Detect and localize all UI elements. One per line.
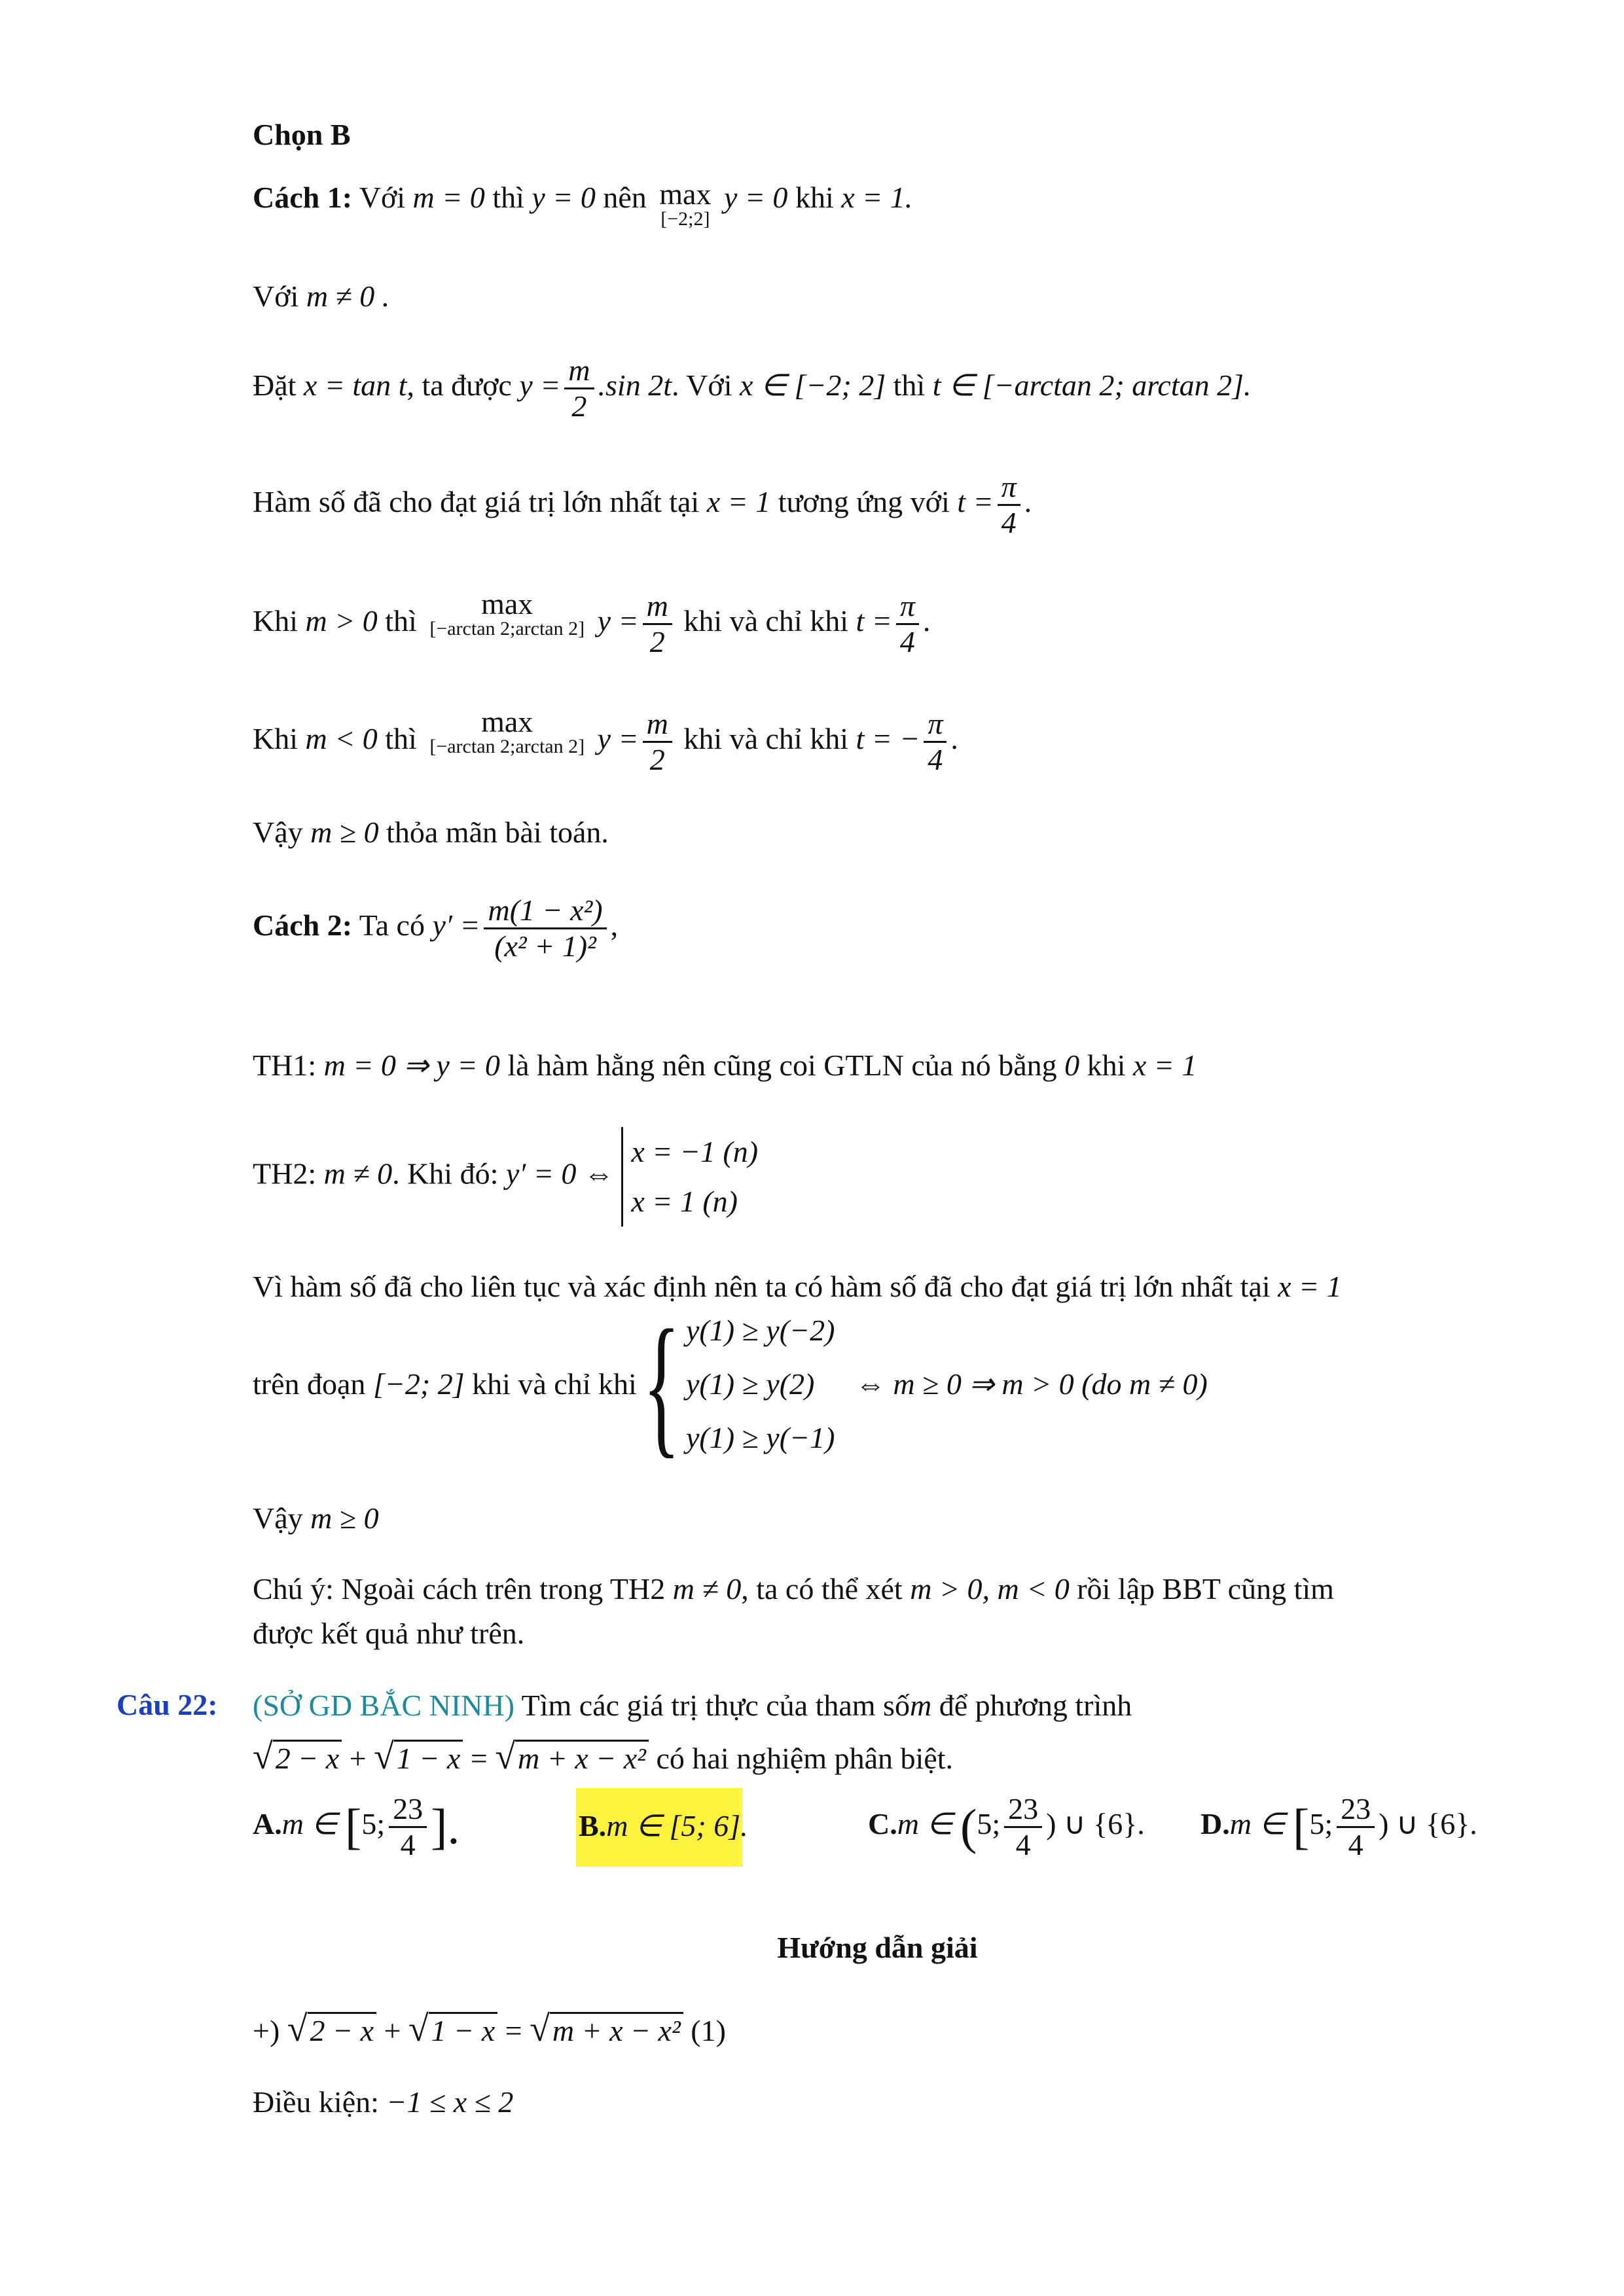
max-text: max — [481, 705, 533, 738]
question-label: Câu 22: — [117, 1688, 218, 1721]
radicand: 2 − x — [273, 1740, 342, 1775]
option-d[interactable] — [1200, 1792, 1477, 1862]
text: nên — [603, 181, 647, 214]
numerator: 23 — [389, 1792, 427, 1828]
sqrt: √2 − x — [287, 2011, 376, 2049]
text: , ta có thể xét — [741, 1572, 903, 1605]
math: y = — [597, 722, 639, 756]
math: y = — [519, 368, 561, 403]
max-text: max — [481, 587, 533, 620]
text: , ta được — [406, 368, 512, 403]
denominator: 4 — [400, 1828, 416, 1861]
numerator: m(1 − x²) — [484, 893, 606, 929]
text: Vậy — [253, 816, 303, 849]
math: ) ∪ {6}. — [1046, 1807, 1145, 1841]
denominator: 4 — [1348, 1828, 1363, 1861]
text: Vậy — [253, 1501, 303, 1535]
text: Khi — [253, 722, 298, 756]
math: 0 — [1064, 1049, 1080, 1082]
math: y′ = 0 ⇔ — [505, 1157, 614, 1191]
case-2-line — [253, 1127, 758, 1227]
text: thì — [492, 181, 524, 214]
text: thì — [385, 722, 417, 756]
math: m ∈ — [897, 1807, 953, 1841]
system-brace: { — [642, 1297, 681, 1471]
max-subscript: [−arctan 2;arctan 2] — [429, 736, 585, 757]
sqrt: √1 − x — [408, 2011, 497, 2049]
line-vay-1 — [253, 814, 609, 851]
text: Chú ý: Ngoài cách trên trong TH2 — [253, 1572, 666, 1605]
fraction — [896, 589, 919, 659]
math: m ≠ 0 — [323, 1157, 393, 1191]
fraction — [924, 707, 947, 777]
sqrt: √2 − x — [253, 1738, 342, 1777]
numerator: m — [643, 707, 672, 743]
text: thì — [385, 604, 417, 638]
numerator: 23 — [1337, 1792, 1375, 1828]
math: t ∈ [−arctan 2; arctan 2]. — [932, 368, 1252, 403]
math: m ∈ — [281, 1807, 338, 1841]
text: tương ứng với — [778, 485, 950, 519]
text: khi và chỉ khi — [683, 722, 848, 756]
radicand: m + x − x² — [550, 2012, 683, 2047]
text: thỏa mãn bài toán. — [386, 816, 609, 849]
text: Vì hàm số đã cho liên tục và xác định nên ta có hàm số đã cho đạt giá trị lớn nhất tại — [253, 1270, 1271, 1303]
text: khi và chỉ khi — [472, 1367, 637, 1401]
math: m ≥ 0 — [310, 816, 379, 849]
solution-heading: Hướng dẫn giải — [777, 1931, 978, 1964]
radicand: 1 − x — [394, 1740, 463, 1775]
method-2-label: Cách 2: — [253, 908, 353, 942]
math: m < 0 — [305, 722, 378, 756]
math: y = 0 — [723, 181, 788, 214]
math: ) ∪ {6}. — [1379, 1807, 1477, 1841]
denominator: 4 — [899, 625, 915, 658]
option-label: B. — [579, 1809, 607, 1842]
fraction — [484, 893, 606, 963]
case-row: x = 1 (n) — [631, 1185, 738, 1218]
max-operator — [429, 707, 585, 757]
method-2-line: Cách 2: Ta có y′ = $\frac{\text{m(1 − x²)}}{\text{(x² + 1)²}}$ , — [253, 893, 619, 963]
text: Ta có — [359, 908, 425, 942]
text: Đặt — [253, 368, 297, 403]
denominator: (x² + 1)² — [494, 929, 596, 963]
max-operator — [429, 589, 585, 639]
fraction — [389, 1792, 427, 1862]
case-row: x = −1 (n) — [631, 1135, 759, 1168]
line-khi-negative: Khi m < 0 thì max [−arctan 2;arctan 2] y = $\frac{m}{2}$ khi và chỉ khi t = − $\frac{\pi}{4}$ . — [253, 705, 958, 776]
text: Với — [359, 181, 406, 214]
math: x = 1 — [706, 485, 771, 519]
text: để phương trình — [939, 1689, 1132, 1722]
math: 5; — [977, 1807, 1001, 1841]
fraction — [564, 353, 594, 423]
text: +) — [253, 2014, 280, 2047]
method-1-label: Cách 1: — [253, 181, 353, 214]
option-label: D. — [1200, 1807, 1230, 1841]
denominator: 4 — [1015, 1828, 1031, 1861]
line-ham-so: Hàm số đã cho đạt giá trị lớn nhất tại x = 1 tương ứng với t = $\frac{\pi}{4}$ . — [253, 470, 1032, 539]
math: x = 1 — [1132, 1049, 1197, 1082]
question-line-1 — [253, 1687, 1132, 1724]
text: khi và chỉ khi — [683, 604, 848, 638]
text: thì — [893, 368, 926, 403]
numerator: π — [998, 470, 1020, 506]
radicand: 1 − x — [429, 2012, 497, 2047]
line-voi — [253, 278, 389, 315]
denominator: 4 — [928, 743, 943, 776]
math: t = — [856, 604, 892, 638]
note-line-1 — [253, 1571, 1334, 1607]
math: t = — [957, 485, 994, 519]
denominator: 2 — [649, 625, 665, 658]
text: trên đoạn — [253, 1367, 366, 1401]
system-row: y(1) ≥ y(−2) — [686, 1314, 835, 1347]
line-dat — [253, 353, 1252, 423]
text: Tìm các giá trị thực của tham số — [521, 1689, 910, 1722]
condition-line — [253, 2084, 513, 2121]
option-label: A. — [253, 1807, 282, 1841]
sqrt: √1 − x — [374, 1738, 463, 1777]
math: x = 1. — [841, 181, 913, 214]
numerator: 23 — [1004, 1792, 1042, 1828]
question-source: (SỞ GD BẮC NINH) — [253, 1689, 514, 1722]
math: ⇔ m ≥ 0 ⇒ m > 0 (do m ≠ 0) — [855, 1367, 1208, 1401]
text: Với — [253, 279, 299, 313]
denominator: 2 — [649, 743, 665, 776]
option-c[interactable] — [868, 1792, 1145, 1862]
text: khi — [795, 181, 834, 214]
equation-1: +) √2 − x + √1 − x = √m + x − x² (1) — [253, 2009, 726, 2049]
system-row: y(1) ≥ y(−1) — [686, 1421, 835, 1454]
system — [686, 1304, 835, 1465]
sqrt: √m + x − x² — [495, 1738, 649, 1777]
math: .sin 2t — [598, 368, 672, 403]
bracket: [ — [345, 1799, 362, 1855]
numerator: m — [643, 589, 672, 625]
text: Hàm số đã cho đạt giá trị lớn nhất tại — [253, 485, 700, 519]
math: x = 1 — [1278, 1270, 1342, 1303]
math: m = 0 — [412, 181, 485, 214]
method-1-line — [253, 179, 912, 229]
math: y = 0 — [532, 181, 596, 214]
system-row: y(1) ≥ y(2) — [686, 1367, 815, 1401]
fraction — [643, 589, 672, 659]
text: Khi — [253, 604, 298, 638]
equation-tag: (1) — [691, 2014, 726, 2047]
math: m > 0 — [305, 604, 378, 638]
text-wrap — [253, 1366, 637, 1403]
text: có hai nghiệm phân biệt. — [656, 1742, 953, 1775]
fraction — [1004, 1792, 1042, 1862]
max-subscript: [−arctan 2;arctan 2] — [429, 618, 585, 639]
math: m ∈ [5; 6]. — [606, 1809, 748, 1842]
case-bracket — [621, 1127, 758, 1227]
math: m ≠ 0 — [672, 1572, 742, 1605]
answer-choice: Chọn B — [253, 118, 351, 151]
line-khi-positive: Khi m > 0 thì max [−arctan 2;arctan 2] y = $\frac{m}{2}$ khi và chỉ khi t = $\frac{\pi}{4}$ . — [253, 587, 931, 658]
text: . Khi đó: — [392, 1157, 499, 1191]
case-label: TH2: — [253, 1157, 317, 1191]
radicand: 2 − x — [308, 2012, 376, 2047]
line-vi — [253, 1268, 1342, 1305]
radicand: m + x − x² — [515, 1740, 649, 1775]
max-subscript: [−2;2] — [660, 208, 710, 230]
text: . Với — [672, 368, 732, 403]
math: t = − — [856, 722, 920, 756]
note-line-2: được kết quả như trên. — [253, 1617, 525, 1650]
case-1-line — [253, 1047, 1197, 1084]
denominator: 2 — [571, 389, 587, 423]
bracket: [ — [1293, 1799, 1310, 1855]
math: m ≠ 0 . — [306, 279, 390, 313]
math: m ≥ 0 — [310, 1501, 379, 1535]
math: x = tan t — [303, 368, 407, 403]
math: −1 ≤ x ≤ 2 — [386, 2085, 514, 2119]
option-b[interactable] — [579, 1808, 748, 1844]
math: y = — [597, 604, 639, 638]
line-tren-doan — [253, 1297, 1208, 1471]
option-a[interactable] — [253, 1792, 460, 1862]
math: [−2; 2] — [372, 1367, 465, 1401]
bracket: ( — [960, 1799, 977, 1855]
numerator: π — [924, 707, 947, 743]
case-label: TH1: — [253, 1049, 317, 1082]
math: m = 0 ⇒ y = 0 — [323, 1049, 500, 1082]
question-line-2: √2 − x + √1 − x = √m + x − x² có hai nghiệm phân biệt. — [253, 1736, 953, 1777]
fraction — [643, 707, 672, 777]
sqrt: √m + x − x² — [530, 2011, 683, 2049]
text: khi — [1087, 1049, 1126, 1082]
math: m > 0, m < 0 — [910, 1572, 1070, 1605]
text: là hàm hằng nên cũng coi GTLN của nó bằng — [507, 1049, 1057, 1082]
denominator: 4 — [1001, 506, 1017, 539]
math: x ∈ [−2; 2] — [740, 368, 886, 403]
max-operator — [659, 179, 711, 229]
math: 5; — [361, 1807, 386, 1841]
math: 5; — [1309, 1807, 1333, 1841]
line-vay-2 — [253, 1500, 379, 1537]
max-text: max — [659, 177, 712, 211]
text: Điều kiện: — [253, 2085, 379, 2119]
math: m — [909, 1689, 932, 1722]
math: y′ = — [432, 908, 480, 942]
text: rồi lập BBT cũng tìm — [1077, 1572, 1334, 1605]
bracket: ]. — [431, 1799, 460, 1855]
numerator: m — [564, 353, 594, 389]
option-label: C. — [868, 1807, 897, 1841]
fraction — [1337, 1792, 1375, 1862]
fraction — [998, 470, 1020, 540]
math: m ∈ — [1229, 1807, 1286, 1841]
numerator: π — [896, 589, 919, 625]
